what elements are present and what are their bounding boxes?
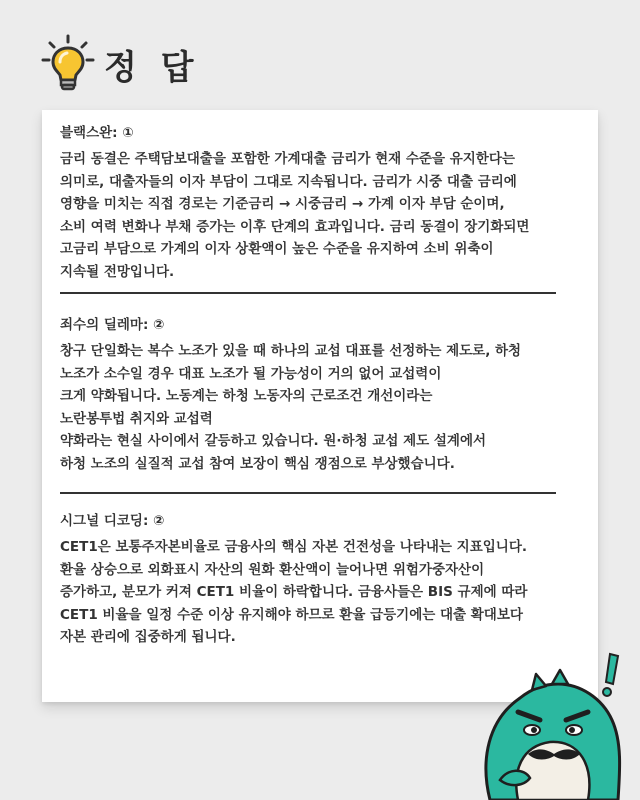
section-line: 소비 여력 변화나 부채 증가는 이후 단계의 효과입니다. 금리 동결이 장기화되면: [60, 218, 530, 235]
section-line: 하청 노조의 실질적 교섭 참여 보장이 핵심 쟁점으로 부상했습니다.: [60, 455, 455, 472]
lightbulb-icon: [40, 34, 96, 94]
section-heading: 시그널 디코딩: ②: [60, 513, 165, 529]
page-title: 정 답: [104, 47, 200, 88]
section-line: 환율 상승으로 외화표시 자산의 원화 환산액이 늘어나면 위험가중자산이: [60, 561, 485, 578]
section-line: 자본 관리에 집중하게 됩니다.: [60, 629, 236, 645]
section-line: 의미로, 대출자들의 이자 부담이 그대로 지속됩니다. 금리가 시중 대출 금리에: [60, 173, 517, 190]
section-heading: 블랙스완: ①: [60, 125, 134, 141]
section-body: [60, 536, 580, 649]
section-line: 고금리 부담으로 가계의 이자 상환액이 높은 수준을 유지하여 소비 위축이: [60, 241, 494, 257]
section-line: 크게 약화됩니다. 노동계는 하청 노동자의 근로조건 개선이라는: [60, 388, 433, 404]
section-line: 영향을 미치는 직접 경로는 기준금리 → 시중금리 → 가계 이자 부담 순이며,: [60, 196, 505, 212]
section-line: 지속될 전망입니다.: [60, 263, 175, 280]
answer-section-3: [60, 510, 580, 649]
section-line: 금리 동결은 주택담보대출을 포함한 가계대출 금리가 현재 수준을 유지한다는: [60, 151, 515, 167]
green-dinosaur-mascot-icon: [470, 650, 640, 800]
section-divider: [60, 492, 556, 494]
section-body: [60, 148, 580, 283]
answer-section-1: [60, 122, 580, 283]
section-line: 노란봉투법 취지와 교섭력: [60, 410, 213, 427]
answer-header: [40, 34, 200, 94]
section-heading: 죄수의 딜레마: ②: [60, 317, 165, 333]
answer-section-2: [60, 314, 580, 475]
section-line: 노조가 소수일 경우 대표 노조가 될 가능성이 거의 없어 교섭력이: [60, 365, 442, 382]
answer-card: [42, 110, 598, 702]
section-divider: [60, 292, 556, 294]
section-line: CET1은 보통주자본비율로 금융사의 핵심 자본 건전성을 나타내는 지표입니다.: [60, 539, 527, 555]
section-line: 약화라는 현실 사이에서 갈등하고 있습니다. 원·하청 교섭 제도 설계에서: [60, 433, 487, 449]
section-line: 증가하고, 분모가 커져 CET1 비율이 하락합니다. 금융사들은 BIS 규제에 따라: [60, 584, 528, 600]
section-line: CET1 비율을 일정 수준 이상 유지해야 하므로 환율 급등기에는 대출 확대보다: [60, 606, 523, 623]
section-line: 창구 단일화는 복수 노조가 있을 때 하나의 교섭 대표를 선정하는 제도로, 하청: [60, 343, 522, 359]
section-body: [60, 340, 580, 475]
